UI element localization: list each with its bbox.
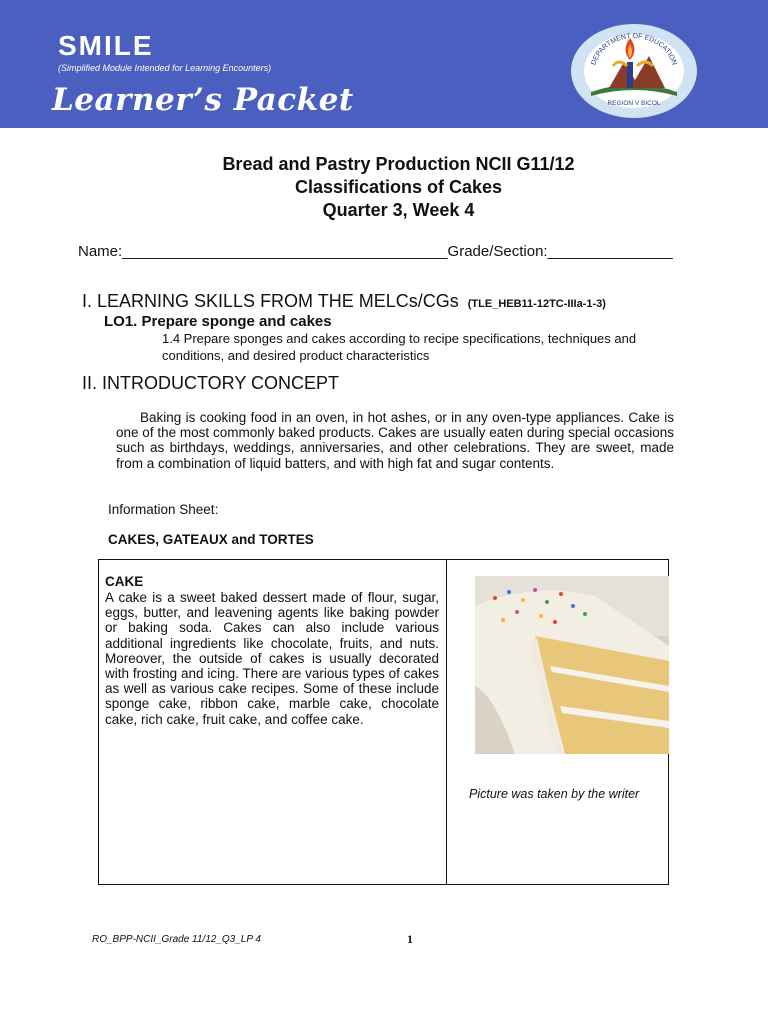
smile-subtitle: (Simplified Module Intended for Learning Encounters) [58, 63, 272, 73]
learners-packet-title: Learner’s Packet [52, 82, 354, 118]
cakes-gateaux-tortes-heading: CAKES, GATEAUX and TORTES [108, 532, 314, 547]
footer-document-code: RO_BPP-NCII_Grade 11/12_Q3_LP 4 [92, 934, 261, 945]
section-1-heading [82, 291, 606, 312]
cake-definition: A cake is a sweet baked dessert made of flour, sugar, eggs, butter, and leavening agents like baking powder or baking soda. Cakes can also include various additional ingredients like chocolate, fruits, and nuts. Moreover, the outside of cakes is usually decorated with frosting and icing. There are various types of cakes as well as various cake recipes. Some of these include sponge cake, ribbon cake, marble cake, chocolate cake, rich cake, fruit cake, and coffee cake. [105, 590, 439, 727]
seal-top-text: DEPARTMENT OF EDUCATION [590, 32, 678, 67]
learning-outcome-detail: 1.4 Prepare sponges and cakes according to recipe specifications, techniques and conditions, and desired product characteristics [162, 331, 637, 363]
cake-term: CAKE [105, 574, 144, 589]
intro-paragraph: Baking is cooking food in an oven, in hot ashes, or in any oven-type appliances. Cake is one of the most commonly baked products. Cakes are usually eaten during special occasions such as birthdays, weddings, anniversaries, and other celebrations. They are sweet, made from a combination of liquid batters, and with high fat and sugar contents. [116, 410, 674, 471]
deped-seal-icon [569, 22, 699, 120]
lesson-title: Classifications of Cakes [294, 177, 503, 197]
learning-outcome: LO1. Prepare sponge and cakes [104, 313, 332, 330]
cake-slice-photo [475, 576, 669, 754]
seal-bottom-text: REGION V BICOL [607, 100, 661, 107]
information-sheet-label: Information Sheet: [108, 502, 219, 517]
name-grade-section-line: Name:_______________________________________Grade/Section:_______________ [78, 243, 673, 260]
section-2-heading: II. INTRODUCTORY CONCEPT [82, 373, 340, 393]
table-column-divider [446, 559, 447, 885]
section-1-heading-text: I. LEARNING SKILLS FROM THE MELCs/CGs [82, 291, 459, 311]
header-banner [0, 0, 768, 128]
page-number: 1 [407, 932, 413, 946]
competency-code: (TLE_HEB11-12TC-IIIa-1-3) [467, 298, 606, 310]
subject-title: Bread and Pastry Production NCII G11/12 [222, 154, 575, 174]
smile-logo-text: SMILE [58, 30, 154, 61]
photo-caption: Picture was taken by the writer [469, 787, 640, 801]
quarter-week-title: Quarter 3, Week 4 [322, 200, 475, 220]
